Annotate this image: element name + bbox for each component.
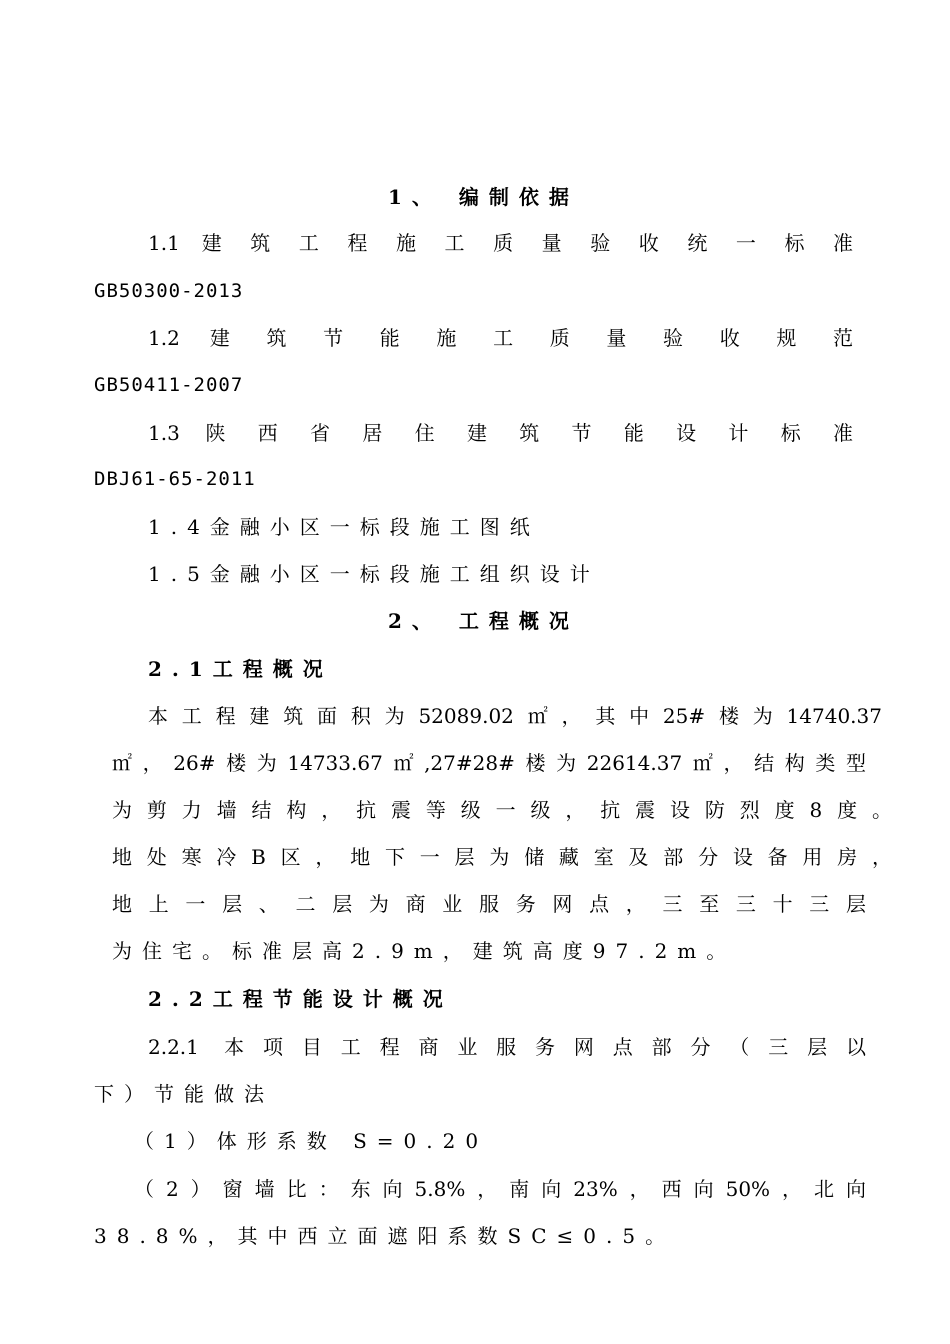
energy-line: （2）窗墙比：东向5.8%，南向23%，西向50%，北向 [134, 1177, 866, 1201]
basis-item-code: DBJ61-65-2011 [94, 468, 256, 490]
basis-item-text: 陕西省居住建筑节能设计标准 [205, 421, 867, 445]
basis-item-prefix: 1.1 [148, 231, 180, 255]
subsection-title-2-1: 2.1工程概况 [148, 657, 333, 681]
basis-item-1-4: 1.4金融小区一标段施工图纸 [148, 515, 540, 539]
basis-item-text: 建筑工程施工质量验收统一标准 [201, 231, 867, 255]
energy-line: 38.8%，其中西立面遮阳系数SC≤0.5。 [94, 1224, 676, 1248]
overview-line: 本工程建筑面积为52089.02㎡，其中25#楼为14740.37 [148, 704, 882, 728]
basis-item-code: GB50300-2013 [94, 280, 244, 302]
basis-item-1-1 [148, 230, 866, 256]
overview-line: ㎡，26#楼为14733.67㎡,27#28#楼为22614.37㎡，结构类型 [112, 751, 866, 775]
overview-line: 地处寒冷B区，地下一层为储藏室及部分设备用房， [112, 845, 892, 869]
energy-line: 2.2.1 本项目工程商业服务网点部分（三层以 [148, 1035, 866, 1059]
overview-line: 为住宅。标准层高2.9m，建筑高度97.2m。 [112, 939, 737, 963]
basis-item-prefix: 1.3 [148, 421, 180, 445]
basis-item-1-2 [148, 325, 866, 351]
basis-item-1-5: 1.5金融小区一标段施工组织设计 [148, 562, 600, 586]
section-heading-2: 2、 工程概况 [388, 609, 579, 633]
overview-line: 地上一层、二层为商业服务网点，三至三十三层 [112, 892, 866, 916]
basis-item-code: GB50411-2007 [94, 374, 244, 396]
overview-line: 为剪力墙结构，抗震等级一级，抗震设防烈度8度。 [112, 798, 892, 822]
energy-line: （1）体形系数 S=0.20 [134, 1129, 489, 1153]
basis-item-1-3 [148, 420, 866, 446]
section-heading-1: 1、 编制依据 [388, 185, 579, 209]
energy-line: 下）节能做法 [94, 1082, 274, 1106]
basis-item-text: 建筑节能施工质量验收规范 [209, 326, 867, 350]
subsection-title-2-2: 2.2工程节能设计概况 [148, 987, 453, 1011]
basis-item-prefix: 1.2 [148, 326, 180, 350]
